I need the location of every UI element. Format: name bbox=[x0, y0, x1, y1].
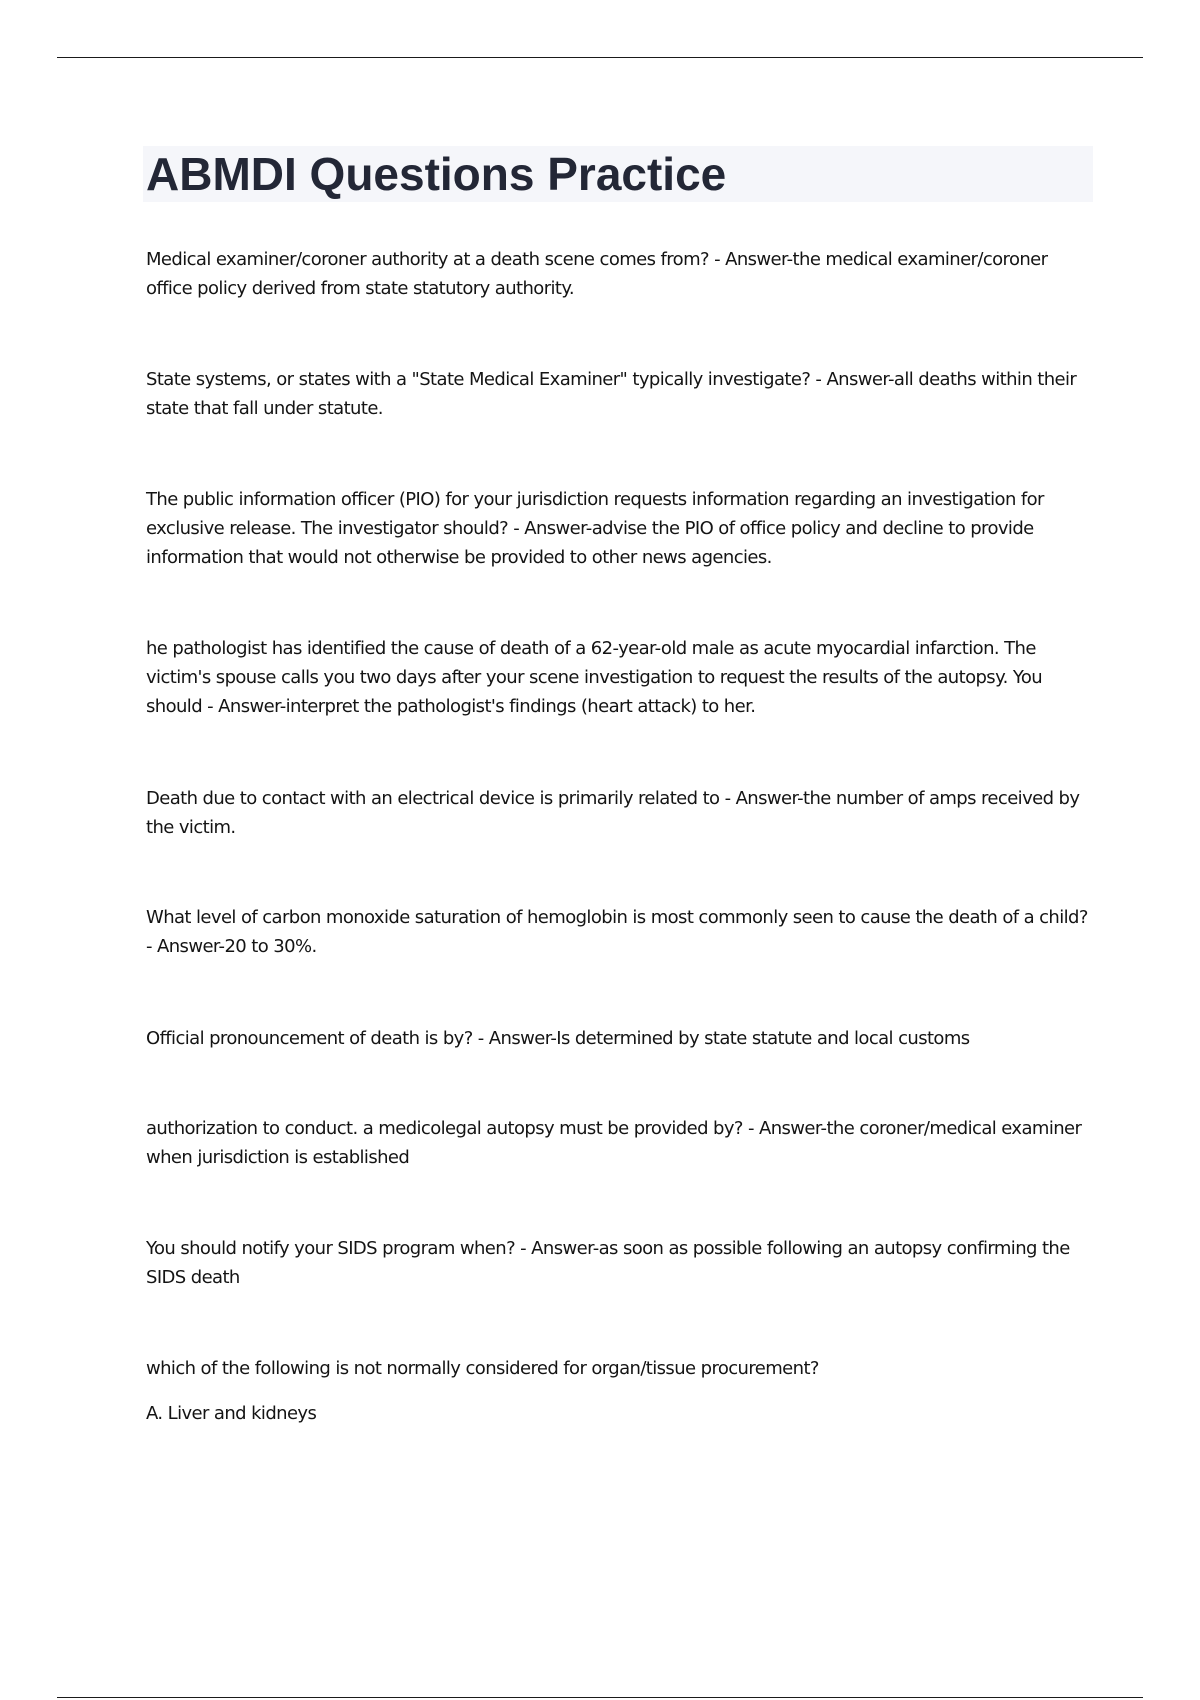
qa-entry-6: What level of carbon monoxide saturation of hemoglobin is most commonly seen to cause the death of a child? - Answer-20 to 30%. bbox=[146, 907, 1088, 957]
qa-entry-2: State systems, or states with a "State Medical Examiner" typically investigate? - Answer-all deaths within their state that fall under statute. bbox=[146, 369, 1077, 419]
qa-entry-1: Medical examiner/coroner authority at a death scene comes from? - Answer-the medical examiner/coroner office policy derived from state statutory authority. bbox=[146, 249, 1048, 299]
qa-entry-3: The public information officer (PIO) for your jurisdiction requests information regarding an investigation for exclusive release. The investigator should? - Answer-advise the PIO of office policy and decline to provide information that would not otherwise be provided to other news agencies. bbox=[146, 489, 1044, 568]
page-title: ABMDI Questions Practice bbox=[146, 148, 727, 200]
qa-entry-10: which of the following is not normally considered for organ/tissue procurement? bbox=[146, 1358, 819, 1379]
top-rule bbox=[57, 57, 1143, 58]
qa-entry-9: You should notify your SIDS program when? - Answer-as soon as possible following an autopsy confirming the SIDS death bbox=[146, 1238, 1070, 1288]
qa-entry-8: authorization to conduct. a medicolegal autopsy must be provided by? - Answer-the coroner/medical examiner when jurisdiction is established bbox=[146, 1118, 1082, 1168]
qa-entry-4: he pathologist has identified the cause of death of a 62-year-old male as acute myocardial infarction. The victim's spouse calls you two days after your scene investigation to request the results of the autopsy. You should - Answer-interpret the pathologist's findings (heart attack) to her. bbox=[146, 638, 1043, 717]
qa-entry-7: Official pronouncement of death is by? - Answer-Is determined by state statute and local customs bbox=[146, 1028, 970, 1049]
qa-entry-5: Death due to contact with an electrical device is primarily related to - Answer-the number of amps received by the victim. bbox=[146, 788, 1080, 838]
qa-option-a: A. Liver and kidneys bbox=[146, 1403, 317, 1424]
bottom-rule bbox=[57, 1697, 1143, 1698]
